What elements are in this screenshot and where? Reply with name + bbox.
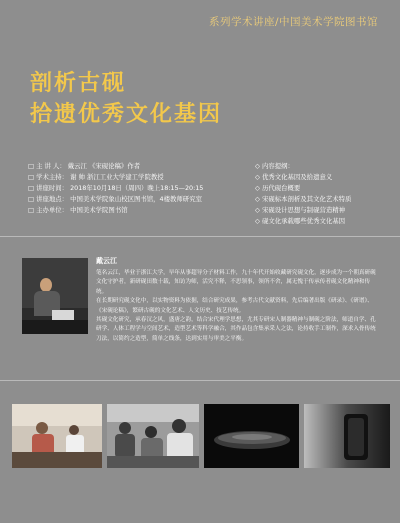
outline-item: ◇ 宋砚设计思想与制砚营造精神: [255, 206, 346, 214]
gallery-photo-inkstone: [204, 404, 299, 468]
info-value: 中国美术学院图书馆: [70, 206, 128, 214]
info-value: 谢 帅 浙江工业大学建工学院教授: [70, 173, 164, 181]
gallery-photo-group: [107, 404, 199, 468]
checkbox-icon: □: [28, 162, 35, 170]
info-value: 2018年10月18日（周四）晚上18:15—20:15: [70, 184, 204, 192]
speaker-photo: [22, 258, 88, 334]
info-label: 主办单位：: [36, 206, 69, 214]
section-divider: [0, 236, 400, 237]
bio-paragraph: 其砚文化研究，承春汉之风，盛唐之韵，结合宋代理学思想，尤其专研宋人制器精神与制砚之阶法，师道自学、孔研学、人体工程学与空间艺术，造型艺术等科学融合，其作品包含集承采人之法，论持收手工制作，深求入骨传统刀法，以简约之造型，简单之线条，达到实用与审美之平衡。: [96, 317, 376, 342]
speaker-bio: [96, 269, 380, 344]
info-value: 中国美术学院象山校区图书馆，4楼教师研究室: [70, 195, 202, 203]
gallery-photo-inkstone-closeup: [304, 404, 390, 468]
info-label: 讲座地点：: [36, 195, 69, 203]
checkbox-icon: □: [28, 206, 35, 214]
info-label: 学术主持：: [36, 173, 69, 181]
info-row-location: [28, 194, 243, 205]
info-row-host: [28, 172, 243, 183]
outline: [255, 161, 395, 227]
outline-item: ◇ 宋砚标本剖析及其文化艺术特质: [255, 195, 352, 203]
series-header: 系列学术讲座/中国美术学院图书馆: [208, 16, 378, 28]
info-value: 戴云江 《宋砚论稿》作者: [67, 162, 141, 170]
outline-item: ◇ 历代砚台概要: [255, 184, 301, 192]
info-label: 讲座时间：: [36, 184, 69, 192]
outline-item: ◇ 砚文化承载哪些优秀文化基因: [255, 217, 346, 225]
info-row-speaker: [28, 161, 243, 172]
speaker-name: 戴云江: [96, 257, 117, 265]
checkbox-icon: □: [28, 184, 35, 192]
bio-paragraph: 在长期研究砚文化中，以实物资料为依据，结合研究成果，参考古代文献资料，先后编著出版《研录》、《研谱》、《宋砚论稿》，繁研古砚的文化艺术、人文历史、技艺传统。: [96, 298, 373, 314]
bio-paragraph: 笔名云江，毕业于浙江大学，早年从事超导分子材料工作，九十年代开始收藏研究砚文化，逐步成为一个朝真研砚文化守护者，新研砚田数十载，知访为师，活究不释，不思领事，领所不舍，属无愧于传承传者砚文化精神和传统。: [96, 270, 376, 295]
checkbox-icon: □: [28, 195, 35, 203]
outline-item: ◇ 优秀文化基因及拾遗意义: [255, 173, 333, 181]
section-divider: [0, 380, 400, 381]
checkbox-icon: □: [28, 173, 35, 181]
outline-heading: ◇ 内容提纲：: [255, 162, 294, 170]
lecture-info: [28, 161, 243, 216]
info-row-organizer: [28, 205, 243, 216]
title-line-1: 剖析古砚: [30, 71, 127, 96]
title-line-2: 拾遗优秀文化基因: [30, 102, 223, 127]
info-row-time: [28, 183, 243, 194]
info-label: 主 讲 人：: [36, 162, 66, 170]
gallery-photo-workshop: [12, 404, 102, 468]
